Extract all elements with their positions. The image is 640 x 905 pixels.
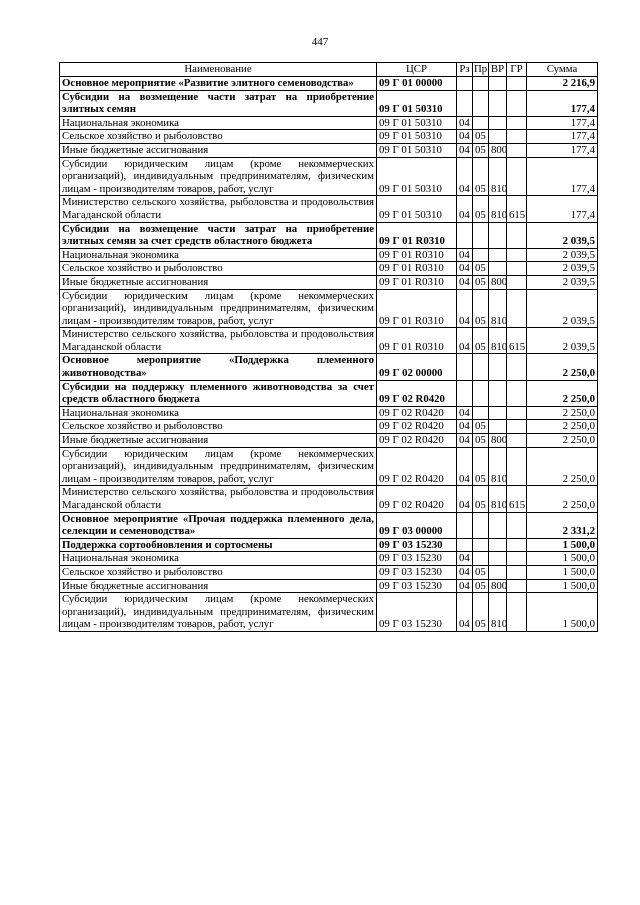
table-row: [60, 157, 598, 196]
cell-rz: 04: [457, 406, 473, 420]
cell-sum: 1 500,0: [527, 565, 598, 579]
cell-rz: [457, 380, 473, 406]
cell-csr: 09 Г 03 00000: [377, 512, 457, 538]
cell-gr: [507, 565, 527, 579]
cell-vr: [489, 248, 507, 262]
cell-sum: 177,4: [527, 143, 598, 157]
cell-sum: 2 039,5: [527, 328, 598, 354]
cell-sum: 2 216,9: [527, 77, 598, 91]
table-row: [60, 406, 598, 420]
cell-rz: 04: [457, 579, 473, 593]
cell-vr: [489, 406, 507, 420]
cell-gr: [507, 406, 527, 420]
cell-pr: [473, 354, 489, 380]
table-row: [60, 486, 598, 512]
cell-name: Национальная экономика: [60, 406, 377, 420]
cell-vr: [489, 354, 507, 380]
cell-gr: [507, 275, 527, 289]
cell-pr: [473, 77, 489, 91]
header-sum: Сумма: [527, 63, 598, 77]
cell-gr: [507, 289, 527, 328]
table-body: [60, 77, 598, 632]
cell-gr: [507, 354, 527, 380]
cell-vr: 810: [489, 593, 507, 632]
cell-pr: 05: [473, 130, 489, 144]
cell-vr: 810: [489, 196, 507, 222]
header-gr: ГР: [507, 63, 527, 77]
cell-name: Сельское хозяйство и рыболовство: [60, 130, 377, 144]
cell-csr: 09 Г 01 50310: [377, 157, 457, 196]
cell-sum: 177,4: [527, 157, 598, 196]
table-row: [60, 116, 598, 130]
cell-csr: 09 Г 03 15230: [377, 579, 457, 593]
cell-sum: 2 039,5: [527, 248, 598, 262]
cell-csr: 09 Г 01 R0310: [377, 328, 457, 354]
cell-rz: 04: [457, 130, 473, 144]
header-pr: Пр: [474, 63, 488, 76]
cell-vr: 800: [489, 434, 507, 448]
cell-rz: 04: [457, 565, 473, 579]
cell-pr: 05: [473, 143, 489, 157]
cell-sum: 2 250,0: [527, 354, 598, 380]
cell-name: Субсидии юридическим лицам (кроме некоммерческих организаций), индивидуальным предпринимателям, физическим лицам - производителям товаров, работ, услуг: [60, 593, 377, 632]
table-row: [60, 130, 598, 144]
cell-gr: [507, 434, 527, 448]
cell-pr: 05: [473, 420, 489, 434]
cell-gr: [507, 380, 527, 406]
cell-csr: 09 Г 01 R0310: [377, 262, 457, 276]
cell-rz: 04: [457, 275, 473, 289]
cell-vr: [489, 222, 507, 248]
cell-name: Национальная экономика: [60, 116, 377, 130]
table-row: [60, 354, 598, 380]
cell-csr: 09 Г 02 R0420: [377, 406, 457, 420]
cell-vr: 810: [489, 289, 507, 328]
table-row: [60, 90, 598, 116]
cell-pr: [473, 552, 489, 566]
cell-gr: 615: [507, 196, 527, 222]
cell-pr: 05: [473, 579, 489, 593]
cell-sum: 2 250,0: [527, 420, 598, 434]
cell-csr: 09 Г 02 R0420: [377, 486, 457, 512]
cell-pr: [473, 90, 489, 116]
cell-vr: [489, 565, 507, 579]
cell-name: Министерство сельского хозяйства, рыболовства и продовольствия Магаданской области: [60, 196, 377, 222]
cell-csr: 09 Г 01 R0310: [377, 248, 457, 262]
cell-rz: 04: [457, 248, 473, 262]
cell-vr: 810: [489, 486, 507, 512]
cell-name: Иные бюджетные ассигнования: [60, 275, 377, 289]
cell-rz: 04: [457, 552, 473, 566]
cell-pr: 05: [473, 157, 489, 196]
cell-gr: 615: [507, 486, 527, 512]
cell-rz: 04: [457, 486, 473, 512]
cell-sum: 2 039,5: [527, 289, 598, 328]
cell-rz: [457, 512, 473, 538]
cell-pr: 05: [473, 486, 489, 512]
cell-vr: 800: [489, 143, 507, 157]
cell-pr: [473, 222, 489, 248]
cell-pr: [473, 538, 489, 552]
cell-csr: 09 Г 01 R0310: [377, 275, 457, 289]
cell-sum: 2 039,5: [527, 275, 598, 289]
cell-sum: 177,4: [527, 90, 598, 116]
cell-sum: 2 250,0: [527, 434, 598, 448]
cell-pr: [473, 116, 489, 130]
table-row: [60, 593, 598, 632]
cell-vr: 800: [489, 275, 507, 289]
cell-gr: [507, 157, 527, 196]
cell-vr: 810: [489, 328, 507, 354]
cell-csr: 09 Г 03 15230: [377, 552, 457, 566]
cell-gr: [507, 538, 527, 552]
cell-rz: [457, 538, 473, 552]
cell-gr: [507, 512, 527, 538]
cell-csr: 09 Г 02 R0420: [377, 380, 457, 406]
cell-gr: [507, 116, 527, 130]
cell-sum: 1 500,0: [527, 538, 598, 552]
cell-rz: [457, 90, 473, 116]
cell-pr: [473, 380, 489, 406]
table-row: [60, 538, 598, 552]
cell-vr: 800: [489, 579, 507, 593]
cell-gr: 615: [507, 328, 527, 354]
cell-vr: [489, 552, 507, 566]
cell-csr: 09 Г 02 R0420: [377, 447, 457, 486]
table-row: [60, 275, 598, 289]
header-name: Наименование: [60, 63, 377, 77]
header-vr: ВР: [489, 63, 507, 77]
table-row: [60, 143, 598, 157]
cell-gr: [507, 248, 527, 262]
table-row: [60, 434, 598, 448]
cell-vr: [489, 380, 507, 406]
header-rz: Рз: [457, 63, 473, 77]
cell-pr: [473, 248, 489, 262]
cell-gr: [507, 447, 527, 486]
cell-name: Иные бюджетные ассигнования: [60, 579, 377, 593]
cell-name: Субсидии на поддержку племенного животноводства за счет средств областного бюджета: [60, 380, 377, 406]
cell-name: Основное мероприятие «Поддержка племенного животноводства»: [60, 354, 377, 380]
cell-pr: 05: [473, 434, 489, 448]
cell-sum: 177,4: [527, 116, 598, 130]
cell-name: Министерство сельского хозяйства, рыболовства и продовольствия Магаданской области: [60, 328, 377, 354]
cell-gr: [507, 143, 527, 157]
table-row: [60, 248, 598, 262]
cell-pr: 05: [473, 565, 489, 579]
header-csr: ЦСР: [377, 63, 457, 77]
table-row: [60, 579, 598, 593]
cell-gr: [507, 579, 527, 593]
cell-vr: 810: [489, 447, 507, 486]
cell-gr: [507, 262, 527, 276]
table-header-row: [60, 63, 598, 77]
cell-vr: [489, 130, 507, 144]
cell-pr: 05: [473, 275, 489, 289]
cell-sum: 1 500,0: [527, 579, 598, 593]
cell-rz: 04: [457, 328, 473, 354]
cell-name: Иные бюджетные ассигнования: [60, 434, 377, 448]
budget-table: [59, 62, 598, 632]
cell-sum: 177,4: [527, 196, 598, 222]
table-row: [60, 447, 598, 486]
cell-rz: 04: [457, 434, 473, 448]
cell-rz: 04: [457, 143, 473, 157]
cell-name: Министерство сельского хозяйства, рыболовства и продовольствия Магаданской области: [60, 486, 377, 512]
cell-rz: 04: [457, 289, 473, 328]
table-row: [60, 380, 598, 406]
cell-name: Национальная экономика: [60, 552, 377, 566]
cell-name: Сельское хозяйство и рыболовство: [60, 262, 377, 276]
cell-sum: 2 250,0: [527, 447, 598, 486]
cell-name: Субсидии юридическим лицам (кроме некоммерческих организаций), индивидуальным предпринимателям, физическим лицам - производителям товаров, работ, услуг: [60, 447, 377, 486]
cell-gr: [507, 77, 527, 91]
cell-vr: [489, 90, 507, 116]
cell-csr: 09 Г 01 50310: [377, 196, 457, 222]
cell-pr: [473, 406, 489, 420]
table-row: [60, 77, 598, 91]
cell-pr: 05: [473, 262, 489, 276]
cell-gr: [507, 222, 527, 248]
cell-csr: 09 Г 03 15230: [377, 538, 457, 552]
cell-vr: [489, 512, 507, 538]
cell-rz: 04: [457, 420, 473, 434]
cell-vr: [489, 77, 507, 91]
cell-pr: 05: [473, 447, 489, 486]
cell-vr: [489, 262, 507, 276]
cell-rz: 04: [457, 196, 473, 222]
cell-sum: 2 250,0: [527, 406, 598, 420]
cell-rz: 04: [457, 593, 473, 632]
cell-rz: 04: [457, 157, 473, 196]
cell-csr: 09 Г 01 00000: [377, 77, 457, 91]
table-row: [60, 552, 598, 566]
cell-name: Поддержка сортообновления и сортосмены: [60, 538, 377, 552]
table-row: [60, 420, 598, 434]
cell-csr: 09 Г 01 R0310: [377, 289, 457, 328]
cell-csr: 09 Г 02 R0420: [377, 434, 457, 448]
cell-vr: [489, 116, 507, 130]
table-row: [60, 262, 598, 276]
cell-name: Субсидии на возмещение части затрат на приобретение элитных семян за счет средств областного бюджета: [60, 222, 377, 248]
cell-name: Субсидии юридическим лицам (кроме некоммерческих организаций), индивидуальным предпринимателям, физическим лицам - производителям товаров, работ, услуг: [60, 157, 377, 196]
cell-vr: [489, 538, 507, 552]
cell-name: Субсидии юридическим лицам (кроме некоммерческих организаций), индивидуальным предпринимателям, физическим лицам - производителям товаров, работ, услуг: [60, 289, 377, 328]
cell-name: Национальная экономика: [60, 248, 377, 262]
cell-vr: [489, 420, 507, 434]
cell-gr: [507, 90, 527, 116]
table-row: [60, 565, 598, 579]
table-row: [60, 289, 598, 328]
table-row: [60, 512, 598, 538]
cell-name: Иные бюджетные ассигнования: [60, 143, 377, 157]
cell-sum: 2 039,5: [527, 222, 598, 248]
table-row: [60, 222, 598, 248]
cell-name: Основное мероприятие «Развитие элитного семеноводства»: [60, 77, 377, 91]
cell-csr: 09 Г 01 R0310: [377, 222, 457, 248]
cell-pr: 05: [473, 328, 489, 354]
cell-csr: 09 Г 02 R0420: [377, 420, 457, 434]
cell-rz: 04: [457, 447, 473, 486]
cell-csr: 09 Г 01 50310: [377, 143, 457, 157]
cell-sum: 2 331,2: [527, 512, 598, 538]
cell-rz: 04: [457, 262, 473, 276]
cell-gr: [507, 420, 527, 434]
cell-sum: 2 039,5: [527, 262, 598, 276]
cell-pr: [473, 512, 489, 538]
cell-sum: 1 500,0: [527, 593, 598, 632]
cell-csr: 09 Г 03 15230: [377, 593, 457, 632]
cell-csr: 09 Г 01 50310: [377, 130, 457, 144]
cell-pr: 05: [473, 196, 489, 222]
page-number: 447: [311, 36, 329, 48]
cell-rz: [457, 354, 473, 380]
cell-name: Основное мероприятие «Прочая поддержка племенного дела, селекции и семеноводства»: [60, 512, 377, 538]
cell-name: Сельское хозяйство и рыболовство: [60, 565, 377, 579]
cell-sum: 2 250,0: [527, 486, 598, 512]
cell-name: Субсидии на возмещение части затрат на приобретение элитных семян: [60, 90, 377, 116]
cell-rz: 04: [457, 116, 473, 130]
cell-sum: 2 250,0: [527, 380, 598, 406]
cell-sum: 1 500,0: [527, 552, 598, 566]
cell-sum: 177,4: [527, 130, 598, 144]
cell-gr: [507, 552, 527, 566]
cell-gr: [507, 130, 527, 144]
cell-rz: [457, 222, 473, 248]
table-row: [60, 328, 598, 354]
cell-pr: 05: [473, 593, 489, 632]
cell-vr: 810: [489, 157, 507, 196]
cell-csr: 09 Г 03 15230: [377, 565, 457, 579]
cell-pr: 05: [473, 289, 489, 328]
table-row: [60, 196, 598, 222]
cell-csr: 09 Г 01 50310: [377, 90, 457, 116]
cell-gr: [507, 593, 527, 632]
cell-csr: 09 Г 02 00000: [377, 354, 457, 380]
cell-csr: 09 Г 01 50310: [377, 116, 457, 130]
cell-name: Сельское хозяйство и рыболовство: [60, 420, 377, 434]
cell-rz: [457, 77, 473, 91]
